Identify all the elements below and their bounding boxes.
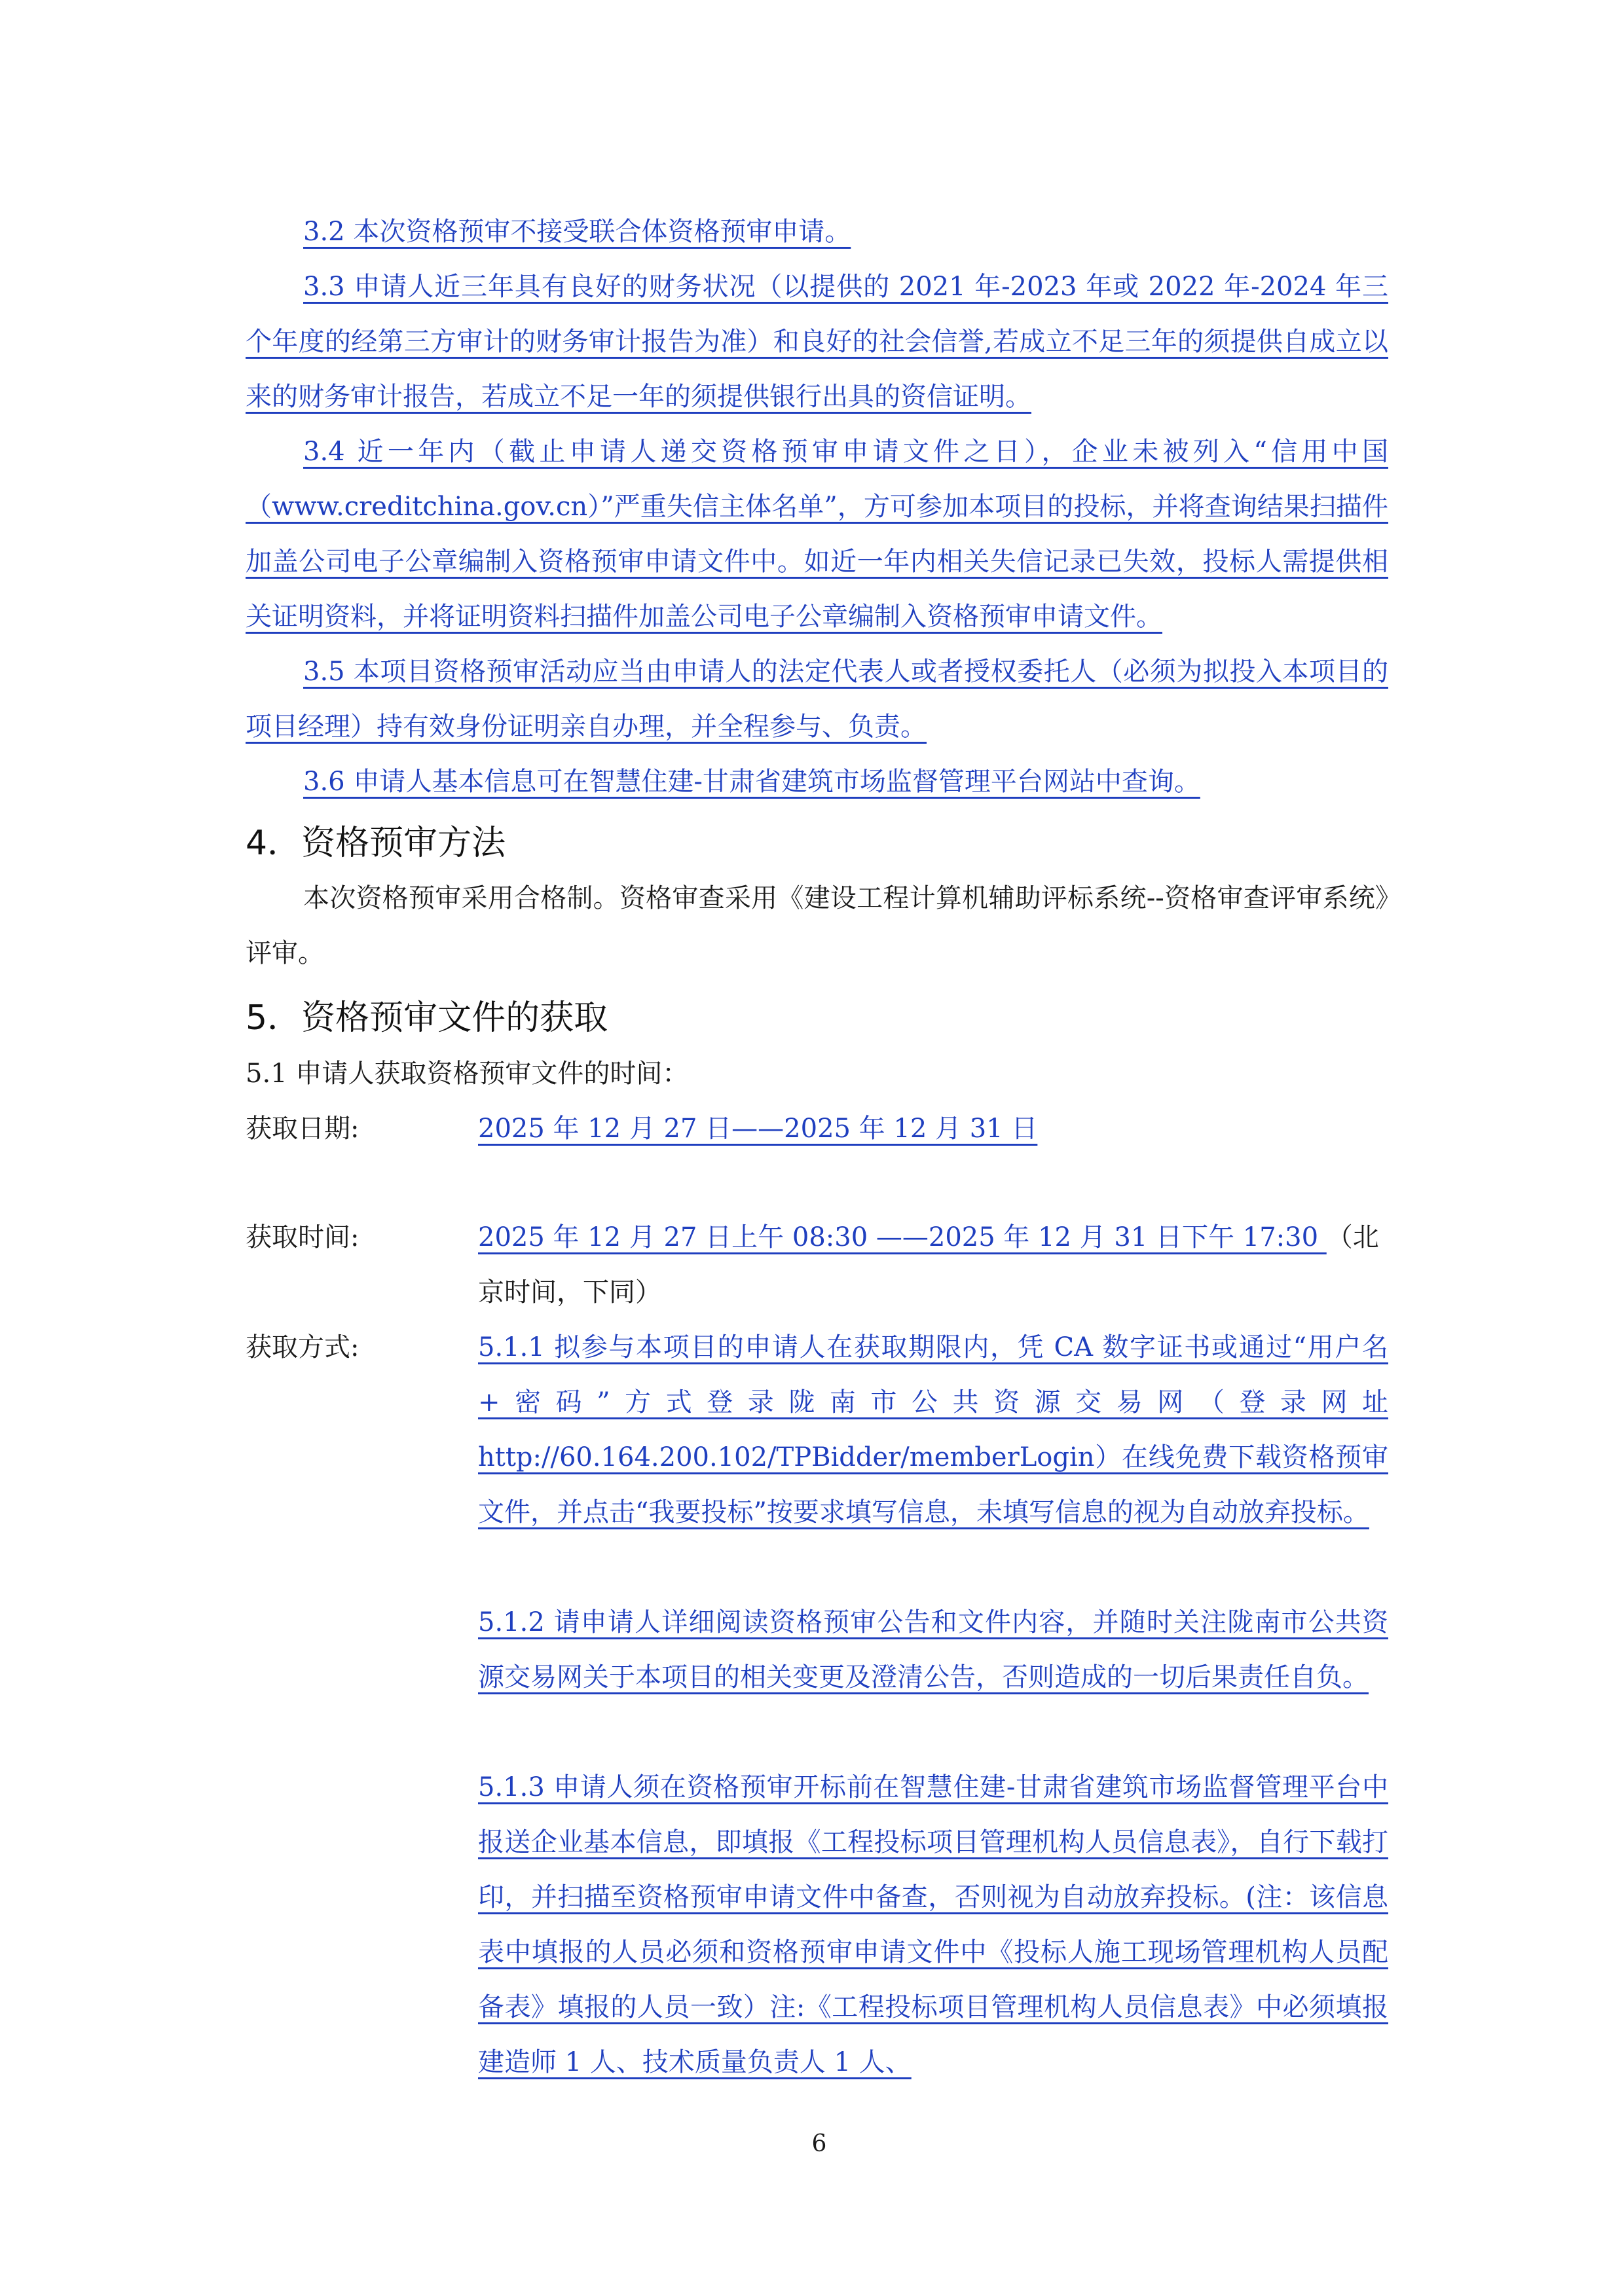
time-value xyxy=(478,1210,1388,1320)
clause-3-4 xyxy=(246,424,1388,644)
date-value xyxy=(478,1101,1388,1156)
date-value-text: 2025 年 12 月 27 日——2025 年 12 月 31 日 xyxy=(478,1114,1038,1144)
section-4-body: 本次资格预审采用合格制。资格审查采用《建设工程计算机辅助评标系统--资格审查评审系统》评审。 xyxy=(246,883,1388,968)
clause-3-5 xyxy=(246,644,1388,754)
method-5-1-2 xyxy=(478,1595,1388,1705)
clause-3-5-text: 3.5 本项目资格预审活动应当由申请人的法定代表人或者授权委托人（必须为拟投入本项目的项目经理）持有效身份证明亲自办理，并全程参与、负责。 xyxy=(246,657,1388,742)
time-label: 获取时间: xyxy=(246,1222,360,1252)
clause-3-6-text: 3.6 申请人基本信息可在智慧住建-甘肃省建筑市场监督管理平台网站中查询。 xyxy=(303,767,1200,797)
time-value-text: 2025 年 12 月 27 日上午 08:30 ——2025 年 12 月 31 日下午 17:30 xyxy=(478,1222,1327,1252)
date-label: 获取日期: xyxy=(246,1114,360,1144)
method-5-1-1-text: 5.1.1 拟参与本项目的申请人在获取期限内，凭 CA 数字证书或通过“用户名+密码”方式登录陇南市公共资源交易网（登录网址 http://60.164.200.102/TPBidder/memberLogin）在线免费下载资格预审文件，并点击“我要投标”按要求填写信息，未填写信息的视为自动放弃投标。 xyxy=(478,1332,1388,1527)
section-5-heading: 5．资格预审文件的获取 xyxy=(246,998,608,1038)
time-suffix: （北京时间，下同） xyxy=(478,1222,1379,1307)
clause-3-3-text: 3.3 申请人近三年具有良好的财务状况（以提供的 2021 年-2023 年或 2022 年-2024 年三个年度的经第三方审计的财务审计报告为准）和良好的社会信誉,若成立不足三年的须提供自成立以来的财务审计报告，若成立不足一年的须提供银行出具的资信证明。 xyxy=(246,272,1388,412)
section-4-heading: 4．资格预审方法 xyxy=(246,824,506,863)
method-5-1-1 xyxy=(478,1320,1388,1540)
clause-3-6 xyxy=(246,754,1388,809)
clause-3-4-text: 3.4 近一年内（截止申请人递交资格预审申请文件之日），企业未被列入“信用中国（www.creditchina.gov.cn）”严重失信主体名单”，方可参加本项目的投标，并将查询结果扫描件加盖公司电子公章编制入资格预审申请文件中。如近一年内相关失信记录已失效，投标人需提供相关证明资料，并将证明资料扫描件加盖公司电子公章编制入资格预审申请文件。 xyxy=(246,437,1388,632)
clause-3-2 xyxy=(246,204,1388,259)
method-5-1-3 xyxy=(478,1760,1388,2090)
page-number xyxy=(0,2128,1624,2160)
clause-3-3 xyxy=(246,259,1388,424)
clause-5-1: 5.1 申请人获取资格预审文件的时间： xyxy=(246,1059,689,1089)
method-5-1-3-text: 5.1.3 申请人须在资格预审开标前在智慧住建-甘肃省建筑市场监督管理平台中报送企业基本信息，即填报《工程投标项目管理机构人员信息表》，自行下载打印，并扫描至资格预审申请文件中备查，否则视为自动放弃投标。(注：该信息表中填报的人员必须和资格预审申请文件中《投标人施工现场管理机构人员配备表》填报的人员一致）注:《工程投标项目管理机构人员信息表》中必须填报建造师 1 人、技术质量负责人 1 人、 xyxy=(478,1772,1388,2077)
page-number-text: 6 xyxy=(811,2130,827,2157)
method-5-1-2-text: 5.1.2 请申请人详细阅读资格预审公告和文件内容，并随时关注陇南市公共资源交易网关于本项目的相关变更及澄清公告，否则造成的一切后果责任自负。 xyxy=(478,1607,1388,1692)
clause-3-2-text: 3.2 本次资格预审不接受联合体资格预审申请。 xyxy=(303,217,851,247)
method-label: 获取方式: xyxy=(246,1332,360,1362)
